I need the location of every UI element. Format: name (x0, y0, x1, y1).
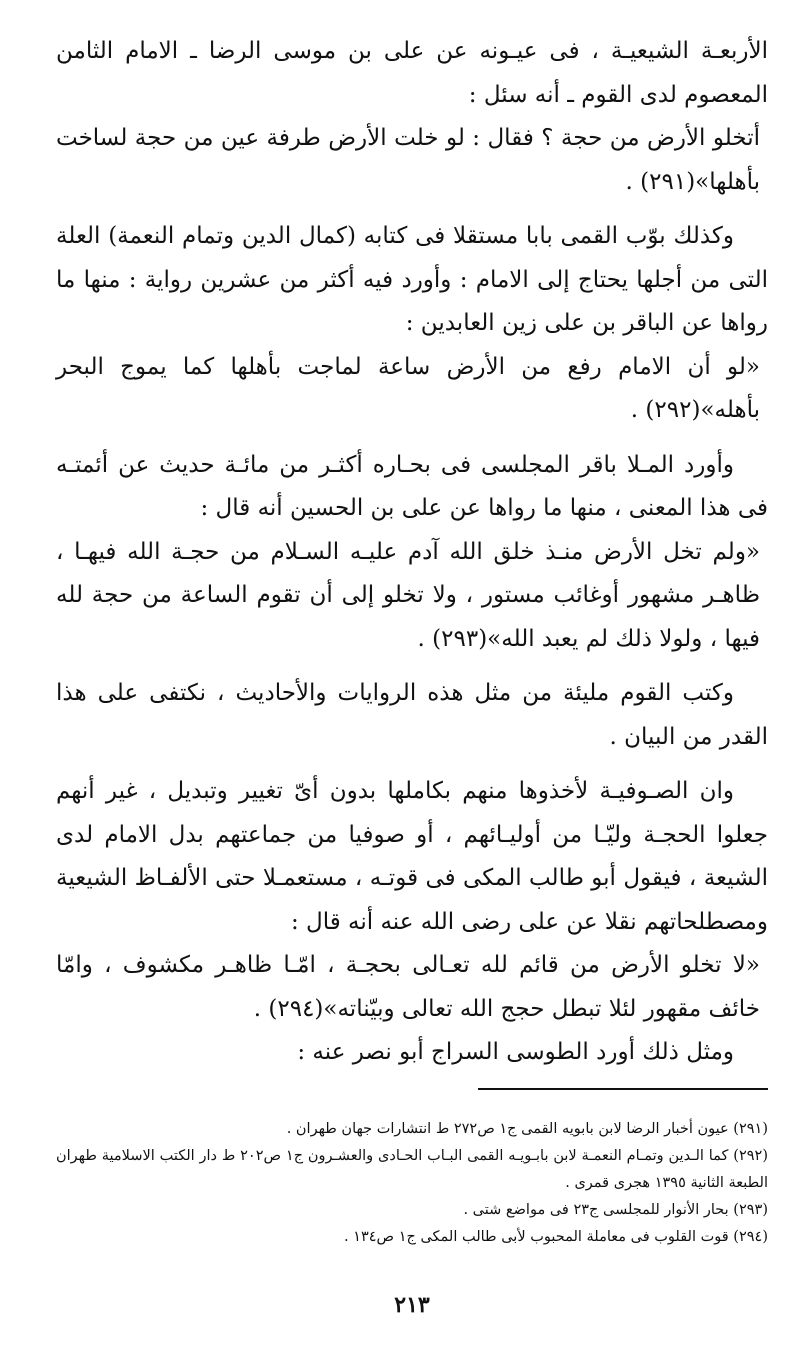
paragraph: ومثل ذلك أورد الطوسى السراج أبو نصر عنه : (297, 1039, 734, 1065)
footnote: (٢٩١) عيون أخبار الرضا لابن بابويه القمى ج١ ص٢٧٢ ط انتشارات جهان طهران . (286, 1121, 768, 1137)
paragraph: وكتب القوم مليئة من مثل هذه الروايات والأحاديث ، نكتفى على هذا القدر من البيان . (56, 680, 768, 750)
footnote-separator (478, 1088, 768, 1090)
footnote: (٢٩٣) بحار الأنوار للمجلسى ج٢٣ فى مواضع شتى . (463, 1202, 768, 1218)
main-text (56, 30, 768, 1075)
quote-paragraph: «ولم تخل الأرض منـذ خلق الله آدم عليـه السـلام من حجـة الله فيهـا ، ظاهـر مشهور أوغائب مستور ، ولا تخلو إلى أن تقوم الساعة من حجة لله فيها ، ولولا ذلك لم يعبد الله»(٢٩٣) . (56, 538, 760, 652)
footnote: (٢٩٢) كما الـدين وتمـام النعمـة لابن بابـويـه القمى البـاب الحـادى والعشـرون ج١ ص٢٠٢ ط دار الكتب الاسلامية طهران الطبعة الثانية ١٣٩٥ هجرى قمرى . (56, 1148, 769, 1191)
book-page (56, 30, 769, 1318)
paragraph: وان الصـوفيـة لأخذوها منهم بكاملها بدون أىّ تغيير وتبديل ، غير أنهم جعلوا الحجـة وليّـا من أوليـائهم ، أو صوفيا من جماعتهم بدل الامام لدى الشيعة ، فيقول أبو طالب المكى فى قوتـه ، مستعمـلا حتى الألفـاظ الشيعية ومصطلحاتهم نقلا عن على رضى الله عنه أنه قال : (56, 778, 768, 935)
paragraph: وكذلك بوّب القمى بابا مستقلا فى كتابه (كمال الدين وتمام النعمة) العلة التى من أجلها يحتاج إلى الامام : وأورد فيه أكثر من عشرين رواية : منها ما رواها عن الباقر بن على زين العابدين : (56, 223, 768, 336)
paragraph-continuation: الأربعـة الشيعيـة ، فى عيـونه عن على بن موسى الرضا ـ الامام الثامن المعصوم لدى القوم ـ أنه سئل : (56, 38, 768, 108)
footnote: (٢٩٤) قوت القلوب فى معاملة المحبوب لأبى طالب المكى ج١ ص١٣٤ . (343, 1229, 768, 1245)
quote-paragraph: «لا تخلو الأرض من قائم لله تعـالى بحجـة ، امّـا ظاهـر مكشوف ، وامّا خائف مقهور لئلا تبطل حجج الله تعالى وبيّناته»(٢٩٤) . (56, 952, 760, 1022)
page-number: ٢١٣ (394, 1292, 430, 1318)
quote-paragraph: «لو أن الامام رفع من الأرض ساعة لماجت بأهلها كما يموج البحر بأهله»(٢٩٢) . (56, 353, 760, 423)
quote-paragraph: أتخلو الأرض من حجة ؟ فقال : لو خلت الأرض طرفة عين من حجة لساخت بأهلها»(٢٩١) . (56, 125, 760, 195)
paragraph: وأورد المـلا باقر المجلسى فى بحـاره أكثـر من مائـة حديث عن أئمتـه فى هذا المعنى ، منها ما رواها عن على بن الحسين أنه قال : (56, 451, 768, 521)
footnotes (56, 1116, 768, 1251)
